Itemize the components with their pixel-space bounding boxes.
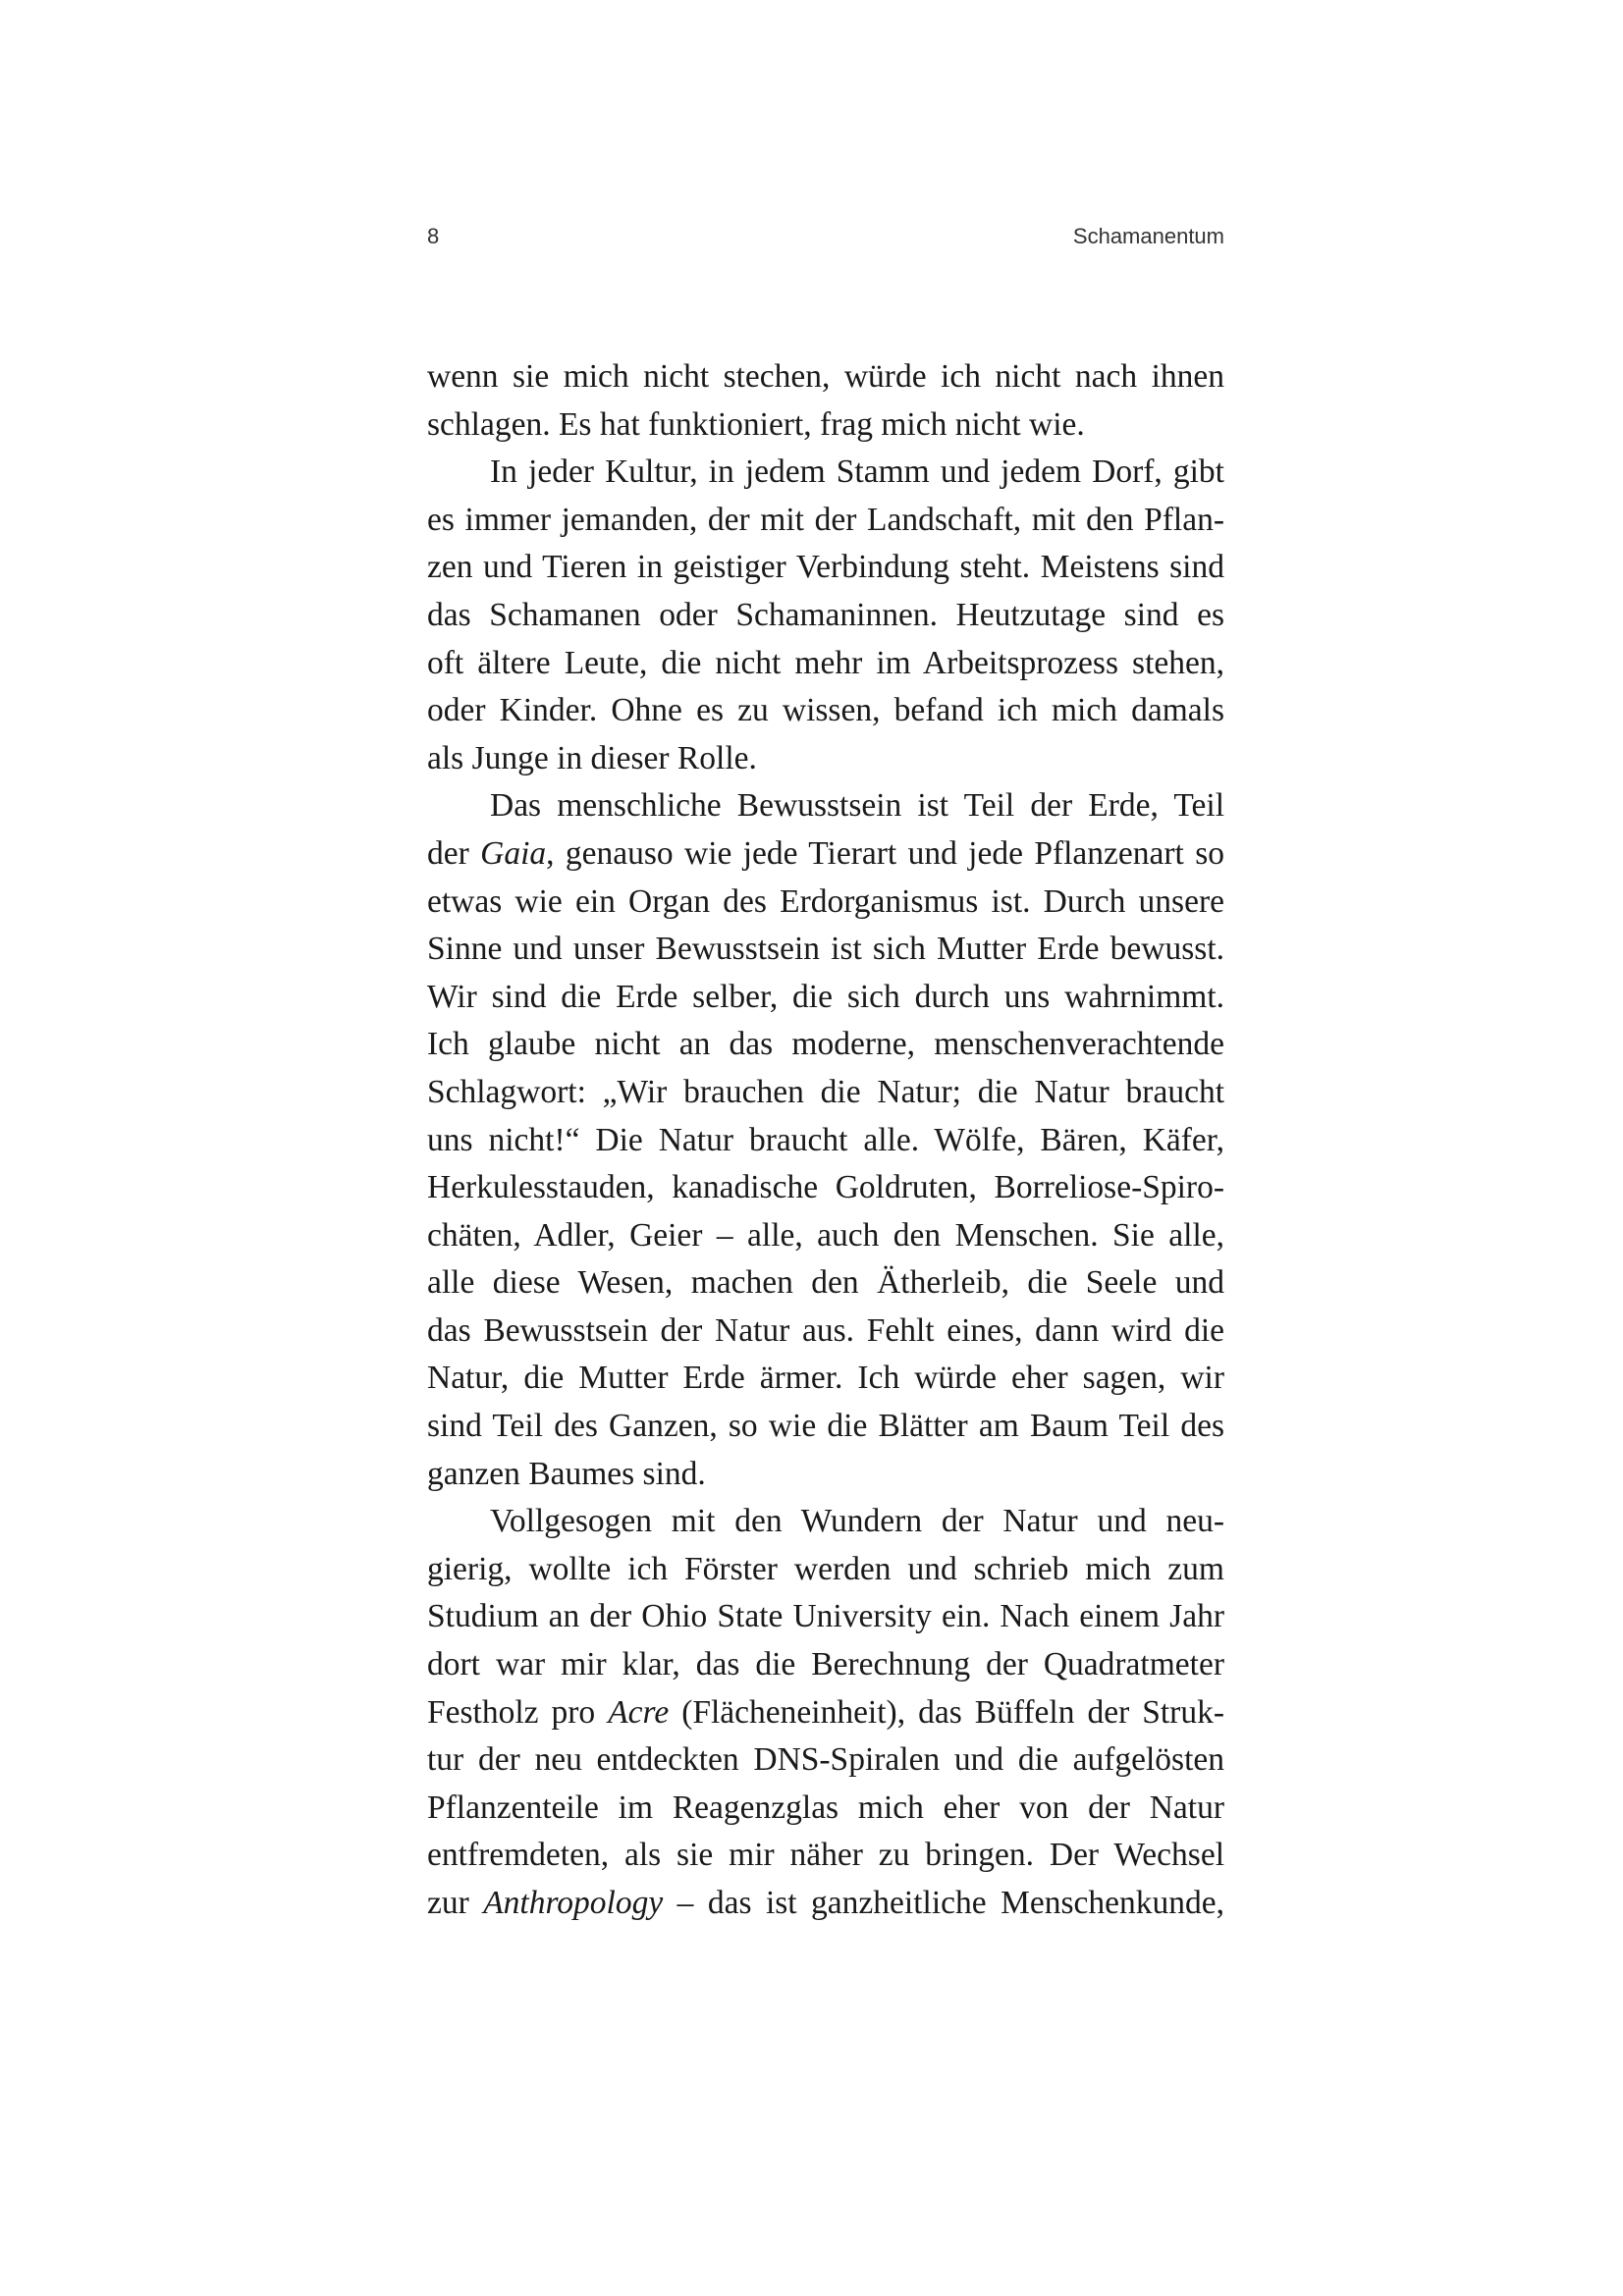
text-line: Das menschliche Bewusstsein ist Teil der Erde, Teil [490,787,1224,825]
text-line: etwas wie ein Organ des Erdorganismus ist. Durch unsere [427,882,1224,920]
text-line: Studium an der Ohio State University ein. Nach einem Jahr [427,1598,1224,1635]
text-line: schlagen. Es hat funktioniert, frag mich nicht wie. [427,405,1085,443]
text-line: zen und Tieren in geistiger Verbindung steht. Meistens sind [427,549,1224,586]
text-line: chäten, Adler, Geier – alle, auch den Menschen. Sie alle, [427,1216,1224,1254]
text-line: es immer jemanden, der mit der Landschaft, mit den Pflan- [427,501,1224,538]
text-line: In jeder Kultur, in jedem Stamm und jedem Dorf, gibt [490,454,1224,491]
text-line: uns nicht!“ Die Natur braucht alle. Wölfe, Bären, Käfer, [427,1121,1224,1158]
text-line: Vollgesogen mit den Wundern der Natur und neu- [490,1503,1224,1540]
text-line: Natur, die Mutter Erde ärmer. Ich würde eher sagen, wir [427,1360,1224,1397]
text-line: als Junge in dieser Rolle. [427,739,757,776]
text-line: sind Teil des Ganzen, so wie die Blätter am Baum Teil des [427,1408,1224,1445]
text-line: dort war mir klar, das die Berechnung der Quadratmeter [427,1646,1224,1683]
text-line: der Gaia, genauso wie jede Tierart und jede Pflanzenart so [427,834,1224,872]
text-line: Festholz pro Acre (Flächeneinheit), das Büffeln der Struk- [427,1693,1224,1731]
text-line: Schlagwort: „Wir brauchen die Natur; die Natur braucht [427,1073,1224,1110]
text-line: Pflanzenteile im Reagenzglas mich eher von der Natur [427,1789,1224,1826]
text-line: entfremdeten, als sie mir näher zu bringen. Der Wechsel [427,1837,1224,1874]
text-line: zur Anthropology – das ist ganzheitliche Menschenkunde, [427,1885,1224,1921]
page-number: 8 [427,224,440,248]
text-line: gierig, wollte ich Förster werden und schrieb mich zum [427,1550,1224,1587]
text-line: Wir sind die Erde selber, die sich durch uns wahrnimmt. [427,978,1224,1015]
text-line: das Schamanen oder Schamaninnen. Heutzutage sind es [427,596,1224,633]
text-line: oft ältere Leute, die nicht mehr im Arbeitsprozess stehen, [427,644,1224,681]
text-line: alle diese Wesen, machen den Ätherleib, die Seele und [427,1264,1224,1302]
running-head [427,224,1224,259]
text-line: wenn sie mich nicht stechen, würde ich nicht nach ihnen [427,358,1224,395]
text-line: ganzen Baumes sind. [427,1455,706,1492]
text-line: das Bewusstsein der Natur aus. Fehlt eines, dann wird die [427,1311,1224,1349]
text-line: Ich glaube nicht an das moderne, menschenverachtende [427,1026,1224,1063]
text-line: oder Kinder. Ohne es zu wissen, befand ich mich damals [427,692,1224,729]
body-text [427,353,1224,1928]
text-line: Sinne und unser Bewusstsein ist sich Mutter Erde bewusst. [427,931,1224,968]
text-line: tur der neu entdeckten DNS-Spiralen und die aufgelösten [427,1741,1224,1779]
text-line: Herkulesstauden, kanadische Goldruten, Borreliose-Spiro- [427,1169,1224,1206]
chapter-title: Schamanentum [1072,224,1224,248]
